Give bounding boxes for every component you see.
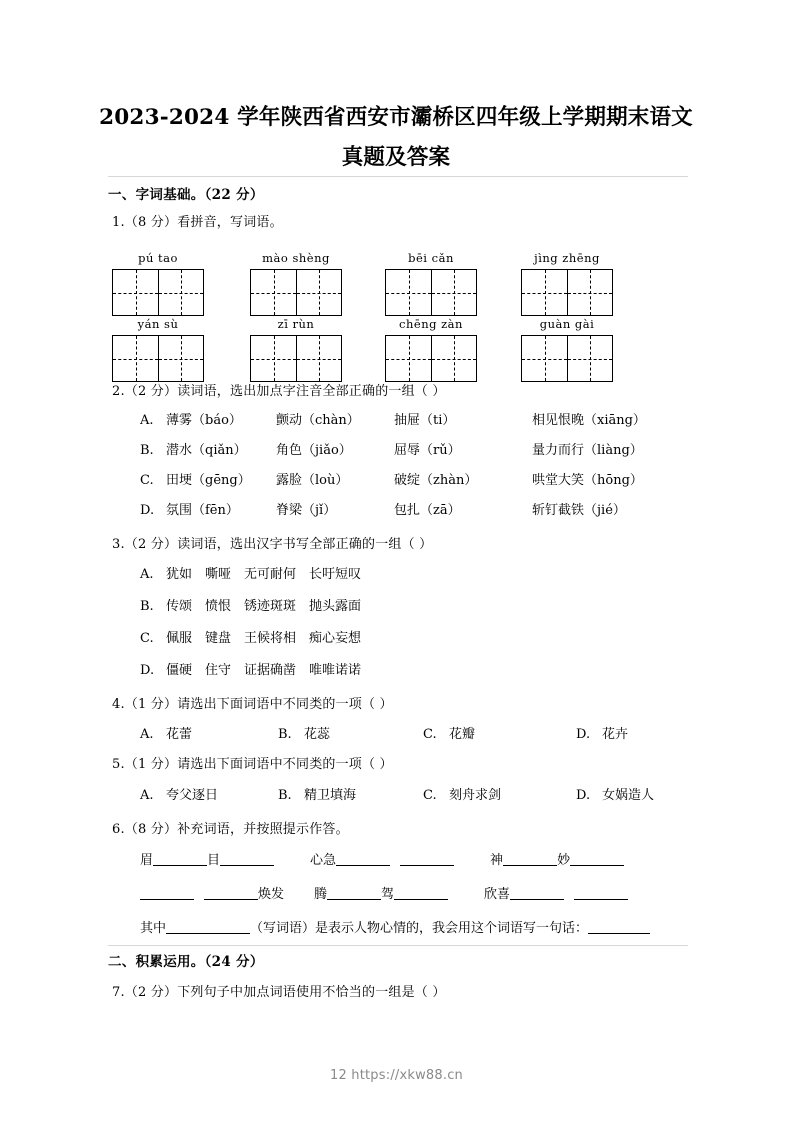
option-text[interactable]: 花蕾	[166, 727, 193, 742]
option-label: B.	[278, 727, 292, 742]
tianzige-box	[521, 335, 613, 382]
pinyin-label: zī rùn	[277, 317, 315, 331]
option-text: 相见恨晚（xiāng）	[532, 413, 646, 428]
option-text[interactable]: 精卫填海	[304, 788, 357, 803]
option-label: D.	[576, 727, 591, 742]
pinyin-group-3	[385, 250, 477, 316]
tianzige-cell	[251, 336, 296, 381]
word-fragment: 焕发	[258, 887, 285, 902]
tianzige-box	[385, 335, 477, 382]
word-fragment: 心急	[310, 853, 337, 868]
tianzige-box	[112, 269, 204, 316]
blank-line[interactable]	[588, 919, 650, 934]
option-text: 抽屉（ti）	[394, 413, 456, 428]
question-7-prompt: 7.（2 分）下列句子中加点词语使用不恰当的一组是（ ）	[112, 985, 446, 1000]
word-fragment: 神	[490, 853, 504, 868]
section-divider-1	[108, 176, 688, 177]
tianzige-cell	[431, 270, 476, 315]
option-text[interactable]: 刻舟求剑	[449, 788, 502, 803]
tianzige-box	[250, 335, 342, 382]
tianzige-cell	[386, 336, 431, 381]
option-text: 屈辱（rǔ）	[394, 443, 461, 458]
tianzige-cell	[522, 336, 567, 381]
row-lead-text: 其中	[140, 921, 167, 936]
blank-line[interactable]	[166, 919, 250, 934]
blank-line[interactable]	[220, 851, 274, 866]
option-text: 氛围（fēn）	[166, 503, 239, 518]
tianzige-cell	[522, 270, 567, 315]
option-text: 僵硬 住守 证据确凿 唯唯诺诺	[166, 663, 362, 678]
question-6-prompt: 6.（8 分）补充词语，并按照提示作答。	[112, 822, 349, 837]
pinyin-label: chēng zàn	[399, 317, 463, 331]
blank-line[interactable]	[570, 851, 624, 866]
question-2-prompt: 2.（2 分）读词语，选出加点字注音全部正确的一组（ ）	[112, 384, 446, 399]
tianzige-box	[112, 335, 204, 382]
option-label: A.	[140, 413, 154, 428]
option-label: D.	[140, 503, 155, 518]
tianzige-cell	[386, 270, 431, 315]
option-text: 包扎（zā）	[394, 503, 461, 518]
option-text: 颤动（chàn）	[276, 413, 360, 428]
word-fragment: 腾	[314, 887, 328, 902]
tianzige-cell	[296, 270, 341, 315]
blank-line[interactable]	[400, 851, 454, 866]
option-text: 田埂（gēng）	[166, 473, 251, 488]
pinyin-group-1	[112, 250, 204, 316]
pinyin-group-8	[521, 316, 613, 382]
word-fragment: 妙	[557, 853, 571, 868]
option-text: 角色（jiǎo）	[276, 443, 352, 458]
section-heading-1: 一、字词基础。（22 分）	[108, 187, 264, 203]
option-label: C.	[140, 473, 154, 488]
option-label: B.	[140, 443, 154, 458]
option-text: 哄堂大笑（hōng）	[532, 473, 643, 488]
option-text: 佩服 键盘 王候将相 痴心妄想	[166, 631, 362, 646]
word-fragment: 欣喜	[484, 887, 511, 902]
question-6-row-3	[140, 918, 650, 940]
option-label: C.	[140, 631, 154, 646]
blank-line[interactable]	[574, 885, 628, 900]
blank-line[interactable]	[503, 851, 557, 866]
tianzige-cell	[158, 336, 203, 381]
option-text: 量力而行（liàng）	[532, 443, 643, 458]
tianzige-cell	[567, 336, 612, 381]
pinyin-label: mào shèng	[262, 251, 330, 265]
option-text[interactable]: 花卉	[602, 727, 629, 742]
option-text: 犹如 嘶哑 无可耐何 长吁短叹	[166, 567, 362, 582]
page-title-line-1: 2023-2024 学年陕西省西安市灞桥区四年级上学期期末语文	[99, 105, 693, 130]
pinyin-group-2	[250, 250, 342, 316]
word-fragment: 眉	[140, 853, 154, 868]
tianzige-box	[385, 269, 477, 316]
option-label: C.	[423, 727, 437, 742]
option-label: A.	[140, 727, 154, 742]
word-fragment: 目	[207, 853, 221, 868]
option-label: A.	[140, 788, 154, 803]
tianzige-cell	[113, 270, 158, 315]
pinyin-group-6	[250, 316, 342, 382]
option-text: 传颂 愤恨 锈迹斑斑 抛头露面	[166, 599, 362, 614]
row-tail-text: （写词语）是表示人物心情的，我会用这个词语写一句话：	[250, 921, 589, 936]
blank-line[interactable]	[327, 885, 381, 900]
blank-line[interactable]	[394, 885, 448, 900]
option-text: 脊梁（jǐ）	[276, 503, 337, 518]
option-text[interactable]: 女娲造人	[602, 788, 655, 803]
question-1-prompt: 1.（8 分）看拼音，写词语。	[112, 215, 283, 230]
page-footer: 12 https://xkw88.cn	[330, 1068, 463, 1083]
option-label: D.	[576, 788, 591, 803]
tianzige-cell	[431, 336, 476, 381]
option-label: B.	[140, 599, 154, 614]
pinyin-group-7	[385, 316, 477, 382]
question-2-option-d[interactable]	[140, 501, 626, 521]
pinyin-label: yán sù	[137, 317, 179, 331]
blank-line[interactable]	[510, 885, 564, 900]
pinyin-label: jìng zhēng	[534, 251, 600, 265]
page-title	[96, 98, 696, 178]
option-text: 薄雾（báo）	[166, 413, 242, 428]
tianzige-box	[521, 269, 613, 316]
option-label: C.	[423, 788, 437, 803]
section-heading-2: 二、积累运用。（24 分）	[108, 954, 264, 970]
question-2-option-c[interactable]	[140, 471, 643, 491]
blank-line[interactable]	[153, 851, 207, 866]
tianzige-cell	[158, 270, 203, 315]
question-3-option-d[interactable]	[140, 661, 361, 681]
option-label: D.	[140, 663, 155, 678]
option-text: 斩钉截铁（jié）	[532, 503, 626, 518]
pinyin-label: pú tao	[138, 251, 178, 265]
blank-line[interactable]	[336, 851, 390, 866]
question-3-option-c[interactable]	[140, 629, 361, 649]
option-text: 潜水（qiǎn）	[166, 443, 247, 458]
question-2-option-a[interactable]	[140, 411, 646, 431]
question-3-prompt: 3.（2 分）读词语，选出汉字书写全部正确的一组（ ）	[112, 537, 433, 552]
tianzige-cell	[251, 270, 296, 315]
tianzige-cell	[567, 270, 612, 315]
pinyin-group-4	[521, 250, 613, 316]
tianzige-cell	[296, 336, 341, 381]
word-fragment: 驾	[381, 887, 395, 902]
question-6-row-2	[140, 884, 628, 906]
pinyin-group-5	[112, 316, 204, 382]
blank-line[interactable]	[140, 885, 194, 900]
pinyin-label: guàn gài	[539, 317, 595, 331]
question-4-options	[140, 725, 628, 745]
question-4-prompt: 4.（1 分）请选出下面词语中不同类的一项（ ）	[112, 697, 393, 712]
option-text: 露脸（loù）	[276, 473, 349, 488]
question-3-option-a[interactable]	[140, 565, 361, 585]
blank-line[interactable]	[204, 885, 258, 900]
question-5-prompt: 5.（1 分）请选出下面词语中不同类的一项（ ）	[112, 757, 393, 772]
option-text[interactable]: 花瓣	[449, 727, 476, 742]
option-label: B.	[278, 788, 292, 803]
option-text: 破绽（zhàn）	[394, 473, 478, 488]
question-6-row-1	[140, 850, 624, 872]
tianzige-box	[250, 269, 342, 316]
option-text[interactable]: 夸父逐日	[166, 788, 219, 803]
option-text[interactable]: 花蕊	[304, 727, 331, 742]
question-5-options	[140, 786, 654, 806]
section-divider-2	[108, 945, 688, 946]
option-label: A.	[140, 567, 154, 582]
question-3-option-b[interactable]	[140, 597, 361, 617]
page-title-line-2: 真题及答案	[341, 145, 451, 170]
question-2-option-b[interactable]	[140, 441, 643, 461]
pinyin-label: bēi cǎn	[408, 251, 454, 265]
tianzige-cell	[113, 336, 158, 381]
